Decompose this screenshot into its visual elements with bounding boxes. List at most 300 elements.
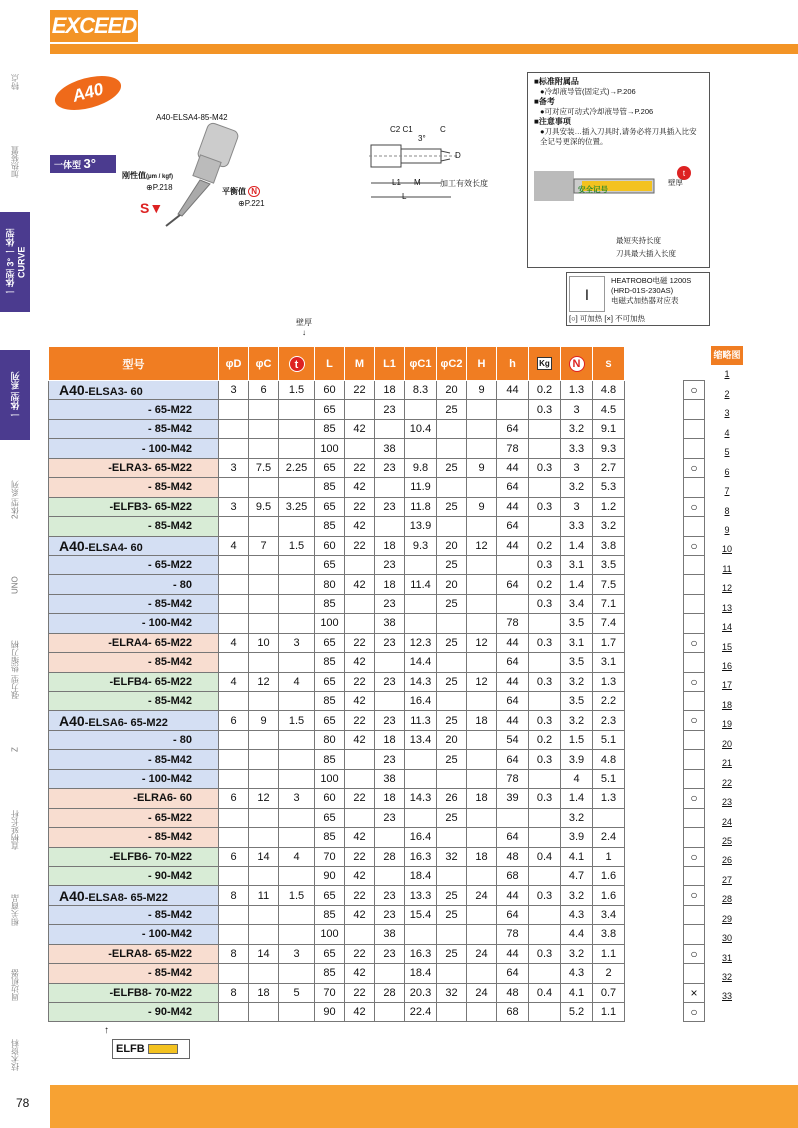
cell-h [467,1003,497,1022]
side-nav-item[interactable]: 技术资料 [10,1039,20,1071]
ref-cell[interactable]: 33 [721,991,732,1002]
ref-cell[interactable]: 19 [721,719,732,730]
side-nav-item[interactable]: 一体型 系列 [0,350,30,440]
model-cell: - 90-M42 [49,866,219,885]
cell-l1: 23 [375,808,405,827]
model-cell: - 100-M42 [49,925,219,944]
cell-n: 3.2 [561,944,593,963]
cell-m: 42 [345,653,375,672]
svg-text:t: t [682,169,686,178]
ref-cell[interactable]: 21 [721,758,732,769]
heat-cell: ○ [683,1003,705,1022]
cell-l: 65 [315,458,345,477]
cell-m: 22 [345,458,375,477]
table-row [49,944,625,963]
cell-c2: 26 [437,789,467,808]
cell-m: 22 [345,633,375,652]
model-cell: -ELFB4- 65-M22 [49,672,219,691]
cell-n: 1.4 [561,789,593,808]
cell-t: 3.25 [279,497,315,516]
cell-l: 85 [315,653,345,672]
cell-n: 4.3 [561,905,593,924]
cell-c1: 14.4 [405,653,437,672]
cell-s: 7.4 [593,614,625,633]
cell-h: 12 [467,536,497,555]
cell-c1: 16.3 [405,847,437,866]
cell-n: 3.4 [561,594,593,613]
ref-cell[interactable]: 28 [721,894,732,905]
heat-cell [683,809,705,828]
heat-cell [683,770,705,789]
ref-cell[interactable]: 31 [721,952,732,963]
cell-s: 2.3 [593,711,625,730]
dimension-diagram [355,125,505,210]
cell-c1 [405,614,437,633]
cell-l: 85 [315,419,345,438]
cell-n: 3.2 [561,808,593,827]
side-nav-item[interactable]: 一体型 3° 一体型 CURVE [0,212,30,312]
cell-l: 85 [315,517,345,536]
cell-h [467,925,497,944]
cell-h: 64 [497,905,529,924]
series-badge: A40 [51,70,124,117]
cell-t [279,594,315,613]
cell-c1: 9.8 [405,458,437,477]
ref-cell[interactable]: 13 [721,602,732,613]
cell-c1: 22.4 [405,1003,437,1022]
cell-kg: 0.3 [529,944,561,963]
cell-c: 11 [249,886,279,905]
ref-cell[interactable]: 26 [721,855,732,866]
cell-h: 68 [497,866,529,885]
model-cell: - 65-M22 [49,400,219,419]
cell-n: 4.7 [561,866,593,885]
cell-d [219,1003,249,1022]
cell-n: 3.2 [561,711,593,730]
cell-c2: 25 [437,400,467,419]
cell-l: 70 [315,847,345,866]
cell-l1 [375,866,405,885]
cell-n: 3.3 [561,517,593,536]
ref-cell[interactable]: 9 [724,524,730,535]
cell-c [249,594,279,613]
cell-t [279,769,315,788]
col-header: L1 [375,347,405,381]
cell-l: 85 [315,964,345,983]
table-row [49,555,625,574]
cell-c [249,964,279,983]
model-cell: - 85-M42 [49,419,219,438]
table-row [49,400,625,419]
cell-c: 14 [249,847,279,866]
ref-cell[interactable]: 14 [721,622,732,633]
cell-c1: 14.3 [405,789,437,808]
cell-c: 7.5 [249,458,279,477]
cell-n: 3.9 [561,828,593,847]
cell-t: 4 [279,847,315,866]
model-cell: - 85-M42 [49,594,219,613]
cell-t [279,478,315,497]
cell-d [219,750,249,769]
cell-l1: 38 [375,925,405,944]
cell-c1: 20.3 [405,983,437,1002]
cell-c [249,692,279,711]
cell-h: 9 [467,458,497,477]
side-nav-item[interactable]: 周边机器 [10,969,20,1001]
cell-c [249,653,279,672]
cell-kg: 0.3 [529,594,561,613]
cell-s: 0.7 [593,983,625,1002]
cell-l1: 18 [375,381,405,400]
cell-d [219,400,249,419]
cell-n: 3.2 [561,419,593,438]
cell-l: 65 [315,633,345,652]
safety-mark-label: 安全记号 [578,185,608,194]
cell-c [249,808,279,827]
cell-m: 42 [345,1003,375,1022]
cell-c1: 13.4 [405,730,437,749]
cell-h: 64 [497,750,529,769]
model-cell: A40-ELSA8- 65-M22 [49,886,219,905]
cell-c2: 25 [437,672,467,691]
cell-m: 42 [345,478,375,497]
cell-n: 5.2 [561,1003,593,1022]
ref-cell[interactable]: 3 [724,408,730,419]
cell-c: 12 [249,672,279,691]
model-cell: - 85-M42 [49,905,219,924]
cell-d [219,692,249,711]
ref-cell[interactable]: 22 [721,777,732,788]
ref-cell[interactable]: 29 [721,913,732,924]
ref-cell[interactable]: 25 [721,835,732,846]
cell-c: 7 [249,536,279,555]
cell-t [279,925,315,944]
ref-cell[interactable]: 6 [724,466,730,477]
cell-h: 78 [497,925,529,944]
cell-t [279,1003,315,1022]
cell-c [249,925,279,944]
cell-n: 1.4 [561,536,593,555]
cell-h [467,905,497,924]
cell-s: 3.5 [593,555,625,574]
cell-c [249,517,279,536]
cell-h: 68 [497,1003,529,1022]
model-cell: - 85-M42 [49,478,219,497]
model-cell: - 90-M42 [49,1003,219,1022]
ref-cell[interactable]: 5 [724,447,730,458]
cell-c1: 9.3 [405,536,437,555]
cell-h: 12 [467,672,497,691]
cell-d [219,594,249,613]
cell-n: 3.3 [561,439,593,458]
product-label: A40-ELSA4-85-M42 [156,113,228,122]
cell-c2 [437,769,467,788]
heat-cell [683,478,705,497]
cell-kg [529,653,561,672]
cell-l1: 23 [375,886,405,905]
cell-c1: 8.3 [405,381,437,400]
cell-h [467,419,497,438]
model-cell: -ELFB8- 70-M22 [49,983,219,1002]
cell-l1: 23 [375,944,405,963]
cell-m [345,555,375,574]
cell-m: 42 [345,828,375,847]
cell-c [249,828,279,847]
ref-cell[interactable]: 18 [721,699,732,710]
cell-h [497,594,529,613]
ref-cell[interactable]: 27 [721,874,732,885]
cell-c [249,730,279,749]
cell-n: 3.2 [561,478,593,497]
cell-l1: 23 [375,497,405,516]
table-row [49,458,625,477]
cell-h: 44 [497,711,529,730]
cell-l1 [375,419,405,438]
cell-d [219,653,249,672]
cell-kg [529,478,561,497]
ref-cell[interactable]: 30 [721,933,732,944]
model-cell: - 100-M42 [49,439,219,458]
heat-cell [683,400,705,419]
ref-cell[interactable]: 7 [724,486,730,497]
cell-c: 18 [249,983,279,1002]
cell-c [249,750,279,769]
cell-l1: 23 [375,672,405,691]
cell-d [219,964,249,983]
cell-n: 4.4 [561,925,593,944]
side-nav-item[interactable]: UNO [10,576,20,594]
cell-l: 60 [315,536,345,555]
col-header: h [497,347,529,381]
cell-n: 1.5 [561,730,593,749]
d-label: D [455,151,461,160]
cell-c1 [405,400,437,419]
cell-s: 1.2 [593,497,625,516]
cell-c2 [437,692,467,711]
model-cell: -ELRA4- 65-M22 [49,633,219,652]
cell-m [345,925,375,944]
safety-diagram [534,151,704,241]
cell-n: 3.1 [561,555,593,574]
table-row [49,1003,625,1022]
cell-h [497,555,529,574]
model-cell: A40-ELSA3- 60 [49,381,219,400]
cell-h [467,575,497,594]
heat-cell: ○ [683,886,705,905]
model-cell: - 80 [49,575,219,594]
cell-c2: 25 [437,905,467,924]
cell-kg: 0.3 [529,750,561,769]
balance-label: 平衡值 N [222,186,260,197]
side-nav-item[interactable]: 特点 [10,74,20,90]
heat-cell [683,906,705,925]
ref-cell[interactable]: 4 [724,427,730,438]
cell-l1: 38 [375,439,405,458]
side-nav-item[interactable]: Z [10,747,20,753]
cell-h: 18 [467,789,497,808]
side-nav-item[interactable]: 加热装置 [10,146,20,178]
heat-cell: ○ [683,381,705,400]
cell-c: 10 [249,633,279,652]
table-row [49,828,625,847]
cell-m: 42 [345,964,375,983]
ref-cell[interactable]: 20 [721,738,732,749]
cell-l: 85 [315,692,345,711]
side-nav-item[interactable]: 强力型 热缩刀柄 [10,640,20,700]
cell-t: 1.5 [279,536,315,555]
cell-h: 24 [467,983,497,1002]
col-header: φD [219,347,249,381]
ref-cell[interactable]: 1 [724,369,730,380]
model-cell: - 85-M42 [49,828,219,847]
cell-c2: 25 [437,808,467,827]
cell-c [249,400,279,419]
heat-cell [683,731,705,750]
cell-h: 78 [497,614,529,633]
cell-kg: 0.3 [529,789,561,808]
l-label: L [402,192,407,201]
cell-h: 18 [467,711,497,730]
model-cell: - 85-M42 [49,964,219,983]
table-row [49,633,625,652]
cell-n: 3.2 [561,672,593,691]
cell-h: 48 [497,847,529,866]
cell-c2: 25 [437,633,467,652]
side-nav-item[interactable]: 直柄延长杆 [10,810,20,850]
cell-n: 4.3 [561,964,593,983]
heat-cell [683,964,705,983]
ref-cell[interactable]: 24 [721,816,732,827]
cell-h: 78 [497,439,529,458]
ref-cell[interactable]: 8 [724,505,730,516]
cell-h [467,730,497,749]
cell-c2: 20 [437,575,467,594]
cell-c1 [405,555,437,574]
cell-l: 65 [315,886,345,905]
footer-bar [50,1085,798,1128]
heat-cell [683,614,705,633]
cell-c1 [405,925,437,944]
cell-h [467,555,497,574]
cell-d [219,555,249,574]
cell-m: 22 [345,711,375,730]
cell-m: 22 [345,944,375,963]
side-nav-item[interactable]: 相关商品 [10,894,20,926]
cell-c: 14 [249,944,279,963]
spec-table [48,346,625,1022]
table-row [49,925,625,944]
cell-c [249,478,279,497]
cell-l1: 23 [375,400,405,419]
cell-s: 1.7 [593,633,625,652]
cell-c1: 11.3 [405,711,437,730]
cell-l1: 38 [375,769,405,788]
cell-m: 22 [345,983,375,1002]
table-row [49,886,625,905]
cell-kg [529,419,561,438]
cell-h: 44 [497,672,529,691]
cell-n: 3.9 [561,750,593,769]
heat-cell [683,595,705,614]
cell-m [345,769,375,788]
cell-n: 4.1 [561,983,593,1002]
heat-cell: ○ [683,789,705,808]
cell-n: 3 [561,400,593,419]
cell-t: 1.5 [279,711,315,730]
cell-l1: 18 [375,789,405,808]
cell-s: 3.8 [593,536,625,555]
cell-c2: 20 [437,730,467,749]
cell-h [467,828,497,847]
heat-cell: ○ [683,634,705,653]
cell-t [279,517,315,536]
table-row [49,808,625,827]
ref-cell[interactable]: 12 [721,583,732,594]
cell-s: 2 [593,964,625,983]
cell-kg [529,517,561,536]
cell-c1: 11.9 [405,478,437,497]
cell-s [593,808,625,827]
cell-h [467,769,497,788]
cell-c2 [437,653,467,672]
cell-t [279,866,315,885]
ref-cell[interactable]: 11 [722,563,732,574]
cell-l1: 18 [375,730,405,749]
side-nav-item[interactable]: 2体型 系列 [10,480,20,520]
cell-t [279,905,315,924]
cell-c2 [437,439,467,458]
ref-cell[interactable]: 10 [721,544,732,555]
cell-l1: 23 [375,458,405,477]
cell-kg [529,439,561,458]
cell-l1: 23 [375,750,405,769]
col-header: 型号 [49,347,219,381]
cell-c2: 25 [437,944,467,963]
cell-h: 64 [497,653,529,672]
cell-s: 2.2 [593,692,625,711]
cell-n: 3 [561,458,593,477]
cell-l: 70 [315,983,345,1002]
cell-d [219,730,249,749]
cell-l: 65 [315,944,345,963]
table-row [49,905,625,924]
table-row [49,730,625,749]
cell-l: 65 [315,555,345,574]
cell-s: 4.8 [593,381,625,400]
cell-m: 22 [345,497,375,516]
cell-s: 4.5 [593,400,625,419]
ref-cell[interactable]: 32 [721,972,732,982]
ref-cell[interactable]: 16 [721,661,732,671]
wall-header-label: 壁厚 [296,318,312,327]
cell-h [467,439,497,458]
ref-cell[interactable]: 2 [724,388,730,399]
cell-m [345,614,375,633]
cell-c2: 32 [437,983,467,1002]
cell-s: 7.5 [593,575,625,594]
table-row [49,594,625,613]
table-row [49,672,625,691]
cell-kg [529,866,561,885]
ref-cell[interactable]: 17 [721,680,732,691]
cell-c1 [405,750,437,769]
cell-d: 8 [219,944,249,963]
model-cell: - 65-M22 [49,808,219,827]
ref-cell[interactable]: 23 [721,797,732,808]
cell-s: 4.8 [593,750,625,769]
ref-cell[interactable]: 15 [721,641,732,652]
cell-m [345,750,375,769]
